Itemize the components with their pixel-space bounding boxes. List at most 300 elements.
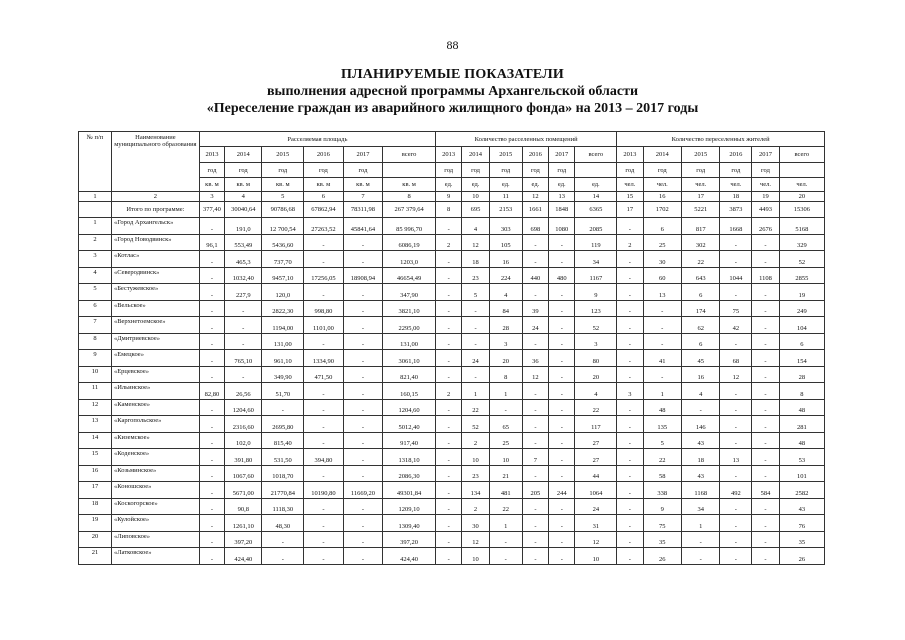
table-cell: 1334,90 (304, 350, 344, 367)
table-cell: 7 (522, 449, 548, 466)
table-cell: - (681, 531, 719, 548)
table-cell: 26 (779, 548, 824, 565)
table-cell: - (617, 399, 643, 416)
table-cell: 1108 (752, 267, 779, 284)
total-cell: 267 379,64 (383, 202, 436, 218)
header-unit: чел. (681, 178, 719, 192)
table-cell: - (304, 416, 344, 433)
table-cell: - (199, 482, 224, 499)
table-cell: 23 (462, 465, 489, 482)
table-cell: 48,30 (262, 515, 304, 532)
table-cell: 12 (720, 366, 752, 383)
table-row (79, 449, 825, 466)
table-cell: 22 (462, 399, 489, 416)
table-cell: - (489, 399, 522, 416)
table-cell: - (549, 251, 575, 268)
table-cell: 5012,40 (383, 416, 436, 433)
table-cell: 62 (681, 317, 719, 334)
table-cell: - (199, 515, 224, 532)
header-year-word: год (681, 163, 719, 178)
municipality-name: «Котлас» (111, 251, 199, 268)
table-cell: 117 (575, 416, 617, 433)
table-cell: 2676 (752, 218, 779, 235)
table-cell: 46654,49 (383, 267, 436, 284)
table-cell: - (720, 465, 752, 482)
table-cell: 146 (681, 416, 719, 433)
header-total-blank (779, 163, 824, 178)
table-cell: 48 (643, 399, 681, 416)
total-cell: 5221 (681, 202, 719, 218)
table-cell: 553,49 (225, 234, 262, 251)
header-num: № п/п (79, 132, 112, 192)
table-cell: 397,20 (383, 531, 436, 548)
table-row (79, 465, 825, 482)
header-unit: кв. м (199, 178, 224, 192)
header-year-word: год (304, 163, 344, 178)
table-cell: - (199, 300, 224, 317)
table-cell: 174 (681, 300, 719, 317)
table-cell: 22 (643, 449, 681, 466)
table-cell: 10 (575, 548, 617, 565)
header-year-word: год (522, 163, 548, 178)
table-row (79, 432, 825, 449)
table-cell: - (435, 366, 461, 383)
table-cell: 10 (462, 548, 489, 565)
table-cell: 51,70 (262, 383, 304, 400)
table-cell: - (720, 383, 752, 400)
table-cell: 737,70 (262, 251, 304, 268)
table-cell: - (343, 416, 383, 433)
table-cell: - (720, 333, 752, 350)
table-cell: 52 (575, 317, 617, 334)
table-cell: - (304, 432, 344, 449)
total-cell: 1661 (522, 202, 548, 218)
table-cell: - (199, 432, 224, 449)
table-cell: - (435, 548, 461, 565)
municipality-name: «Ильинское» (111, 383, 199, 400)
table-cell: - (199, 218, 224, 235)
title-line-2: выполнения адресной программы Архангельской области (266, 84, 639, 99)
header-year-word: год (720, 163, 752, 178)
table-cell: 281 (779, 416, 824, 433)
header-year: 2013 (199, 147, 224, 163)
total-cell: 30040,64 (225, 202, 262, 218)
table-cell: 41 (643, 350, 681, 367)
table-cell: 3061,10 (383, 350, 436, 367)
total-cell: 90786,68 (262, 202, 304, 218)
table-cell: - (199, 267, 224, 284)
column-number: 15 (617, 192, 643, 202)
table-cell: - (343, 449, 383, 466)
table-cell: 480 (549, 267, 575, 284)
table-cell: 9 (575, 284, 617, 301)
table-cell: 34 (681, 498, 719, 515)
table-cell: - (262, 548, 304, 565)
table-cell: - (549, 383, 575, 400)
header-unit: кв. м (262, 178, 304, 192)
table-row (79, 234, 825, 251)
table-cell: - (343, 399, 383, 416)
table-cell: - (304, 333, 344, 350)
table-cell: - (617, 267, 643, 284)
header-unit: чел. (720, 178, 752, 192)
table-cell: 5671,00 (225, 482, 262, 499)
municipality-name: «Емецкое» (111, 350, 199, 367)
row-number: 9 (79, 350, 112, 367)
table-cell: 1167 (575, 267, 617, 284)
header-year: 2015 (262, 147, 304, 163)
table-cell: 39 (522, 300, 548, 317)
table-cell: 16 (681, 366, 719, 383)
municipality-name: «Латковское» (111, 548, 199, 565)
total-num (79, 202, 112, 218)
table-cell: - (549, 416, 575, 433)
table-cell: 120,0 (262, 284, 304, 301)
table-row (79, 317, 825, 334)
table-cell: 394,80 (304, 449, 344, 466)
column-number: 12 (522, 192, 548, 202)
table-cell: 65 (489, 416, 522, 433)
table-cell: 60 (643, 267, 681, 284)
table-cell: - (199, 284, 224, 301)
table-cell: 102,0 (225, 432, 262, 449)
table-cell: 1101,00 (304, 317, 344, 334)
table-cell: 2 (462, 432, 489, 449)
table-cell: 22 (489, 498, 522, 515)
table-cell: 1194,00 (262, 317, 304, 334)
header-unit: чел. (643, 178, 681, 192)
total-cell: 78311,98 (343, 202, 383, 218)
table-cell: 12 (462, 531, 489, 548)
table-cell: - (681, 399, 719, 416)
table-cell: 134 (462, 482, 489, 499)
table-cell: 12 (462, 234, 489, 251)
table-cell: 1080 (549, 218, 575, 235)
table-cell: 43 (779, 498, 824, 515)
header-name: Наименование муниципального образования (111, 132, 199, 192)
total-label: Итого по программе: (111, 202, 199, 218)
table-cell: - (435, 218, 461, 235)
table-cell: 21 (489, 465, 522, 482)
table-cell: 3 (617, 383, 643, 400)
header-unit: чел. (752, 178, 779, 192)
table-cell: - (720, 251, 752, 268)
row-number: 19 (79, 515, 112, 532)
table-cell: 5436,60 (262, 234, 304, 251)
table-cell: 11669,20 (343, 482, 383, 499)
table-cell: - (752, 284, 779, 301)
table-cell: - (304, 498, 344, 515)
table-cell: 12 (522, 366, 548, 383)
header-year: 2016 (720, 147, 752, 163)
table-cell: - (343, 465, 383, 482)
table-cell: - (435, 267, 461, 284)
column-number: 3 (199, 192, 224, 202)
column-number: 19 (752, 192, 779, 202)
header-year: 2016 (304, 147, 344, 163)
header-total-blank (575, 163, 617, 178)
table-cell: - (522, 383, 548, 400)
table-cell: 6 (681, 284, 719, 301)
table-cell: - (522, 498, 548, 515)
header-year: 2017 (343, 147, 383, 163)
row-number: 10 (79, 366, 112, 383)
table-cell: 34 (575, 251, 617, 268)
table-cell: 998,80 (304, 300, 344, 317)
header-unit: чел. (617, 178, 643, 192)
table-cell: - (343, 284, 383, 301)
header-group-people: Количество переселенных жителей (617, 132, 825, 147)
table-cell: - (720, 531, 752, 548)
column-number: 8 (383, 192, 436, 202)
header-total-blank (383, 163, 436, 178)
row-number: 11 (79, 383, 112, 400)
table-cell: - (617, 218, 643, 235)
table-cell: 131,00 (383, 333, 436, 350)
table-cell: - (435, 515, 461, 532)
table-cell: 24 (462, 350, 489, 367)
table-cell: 349,90 (262, 366, 304, 383)
table-cell: 9457,10 (262, 267, 304, 284)
table-cell: - (617, 432, 643, 449)
table-cell: 20 (489, 350, 522, 367)
header-total: всего (383, 147, 436, 163)
table-cell: - (435, 317, 461, 334)
table-cell: - (643, 333, 681, 350)
table-cell: - (752, 333, 779, 350)
table-cell: 1044 (720, 267, 752, 284)
header-year: 2016 (522, 147, 548, 163)
table-cell: 1168 (681, 482, 719, 499)
table-cell: 45841,64 (343, 218, 383, 235)
table-cell: 1118,30 (262, 498, 304, 515)
table-cell: - (617, 416, 643, 433)
column-number: 14 (575, 192, 617, 202)
table-cell: 1309,40 (383, 515, 436, 532)
column-number: 17 (681, 192, 719, 202)
row-number: 21 (79, 548, 112, 565)
table-cell: - (435, 482, 461, 499)
table-cell: 2582 (779, 482, 824, 499)
table-cell: 12 (575, 531, 617, 548)
table-cell: - (199, 333, 224, 350)
header-unit: ед. (522, 178, 548, 192)
table-cell: 20 (575, 366, 617, 383)
table-cell: - (225, 317, 262, 334)
table-cell: - (225, 300, 262, 317)
column-number: 1 (79, 192, 112, 202)
table-cell: - (343, 300, 383, 317)
table-cell: - (435, 251, 461, 268)
header-total: всего (779, 147, 824, 163)
table-cell: 58 (643, 465, 681, 482)
table-cell: - (343, 350, 383, 367)
table-cell: 1 (462, 383, 489, 400)
row-number: 3 (79, 251, 112, 268)
table-cell: - (343, 548, 383, 565)
table-cell: 1204,60 (383, 399, 436, 416)
table-cell: - (720, 284, 752, 301)
table-cell: - (549, 449, 575, 466)
table-cell: 815,40 (262, 432, 304, 449)
table-cell: 18908,94 (343, 267, 383, 284)
table-cell: 160,15 (383, 383, 436, 400)
table-cell: 52 (779, 251, 824, 268)
table-cell: 1203,0 (383, 251, 436, 268)
municipality-name: «Вельское» (111, 300, 199, 317)
table-cell: - (225, 366, 262, 383)
table-cell: 2822,30 (262, 300, 304, 317)
table-cell: - (522, 251, 548, 268)
table-cell: 205 (522, 482, 548, 499)
table-cell: 28 (779, 366, 824, 383)
header-unit: кв. м (304, 178, 344, 192)
table-cell: 48 (779, 399, 824, 416)
table-row (79, 383, 825, 400)
municipality-name: «Каменское» (111, 399, 199, 416)
table-cell: - (549, 350, 575, 367)
table-cell: - (262, 531, 304, 548)
header-unit: ед. (549, 178, 575, 192)
table-cell: 3 (575, 333, 617, 350)
column-number: 11 (489, 192, 522, 202)
table-cell: 27 (575, 449, 617, 466)
table-cell: - (435, 531, 461, 548)
table-cell: 397,20 (225, 531, 262, 548)
table-cell: - (720, 432, 752, 449)
header-year-word: год (343, 163, 383, 178)
table-cell: - (522, 399, 548, 416)
table-cell: 424,40 (225, 548, 262, 565)
header-unit: ед. (435, 178, 461, 192)
table-cell: - (489, 531, 522, 548)
municipality-name: «Город Новодвинск» (111, 234, 199, 251)
total-cell: 6365 (575, 202, 617, 218)
table-cell: 21770,84 (262, 482, 304, 499)
table-cell: 85 996,70 (383, 218, 436, 235)
table-cell: 123 (575, 300, 617, 317)
table-cell: - (549, 300, 575, 317)
table-cell: 75 (643, 515, 681, 532)
table-cell: - (752, 383, 779, 400)
table-cell: 68 (720, 350, 752, 367)
table-cell: - (617, 251, 643, 268)
table-cell: 917,40 (383, 432, 436, 449)
table-cell: 8 (489, 366, 522, 383)
table-cell: 1032,40 (225, 267, 262, 284)
table-cell: 16 (489, 251, 522, 268)
row-number: 5 (79, 284, 112, 301)
header-year-word: год (643, 163, 681, 178)
header-unit: ед. (575, 178, 617, 192)
table-cell: 2295,00 (383, 317, 436, 334)
table-cell: 465,3 (225, 251, 262, 268)
table-row (79, 416, 825, 433)
table-cell: 1067,60 (225, 465, 262, 482)
table-cell: 76 (779, 515, 824, 532)
column-number: 20 (779, 192, 824, 202)
header-unit: кв. м (343, 178, 383, 192)
table-cell: 2 (435, 234, 461, 251)
table-cell: - (199, 498, 224, 515)
table-cell: 26,56 (225, 383, 262, 400)
table-cell: - (199, 317, 224, 334)
row-number: 2 (79, 234, 112, 251)
table-cell: 2695,80 (262, 416, 304, 433)
table-cell: 4 (681, 383, 719, 400)
table-cell: 303 (489, 218, 522, 235)
table-cell: 22 (575, 399, 617, 416)
column-number: 7 (343, 192, 383, 202)
total-cell: 1848 (549, 202, 575, 218)
table-cell: - (304, 234, 344, 251)
table-row (79, 399, 825, 416)
table-cell: 471,50 (304, 366, 344, 383)
table-cell: - (522, 465, 548, 482)
header-year-word: год (262, 163, 304, 178)
table-cell: - (681, 548, 719, 565)
row-number: 20 (79, 531, 112, 548)
table-cell: - (304, 515, 344, 532)
table-cell: - (522, 548, 548, 565)
table-cell: - (720, 416, 752, 433)
table-cell: - (752, 416, 779, 433)
table-cell: 49301,84 (383, 482, 436, 499)
table-cell: 12 700,54 (262, 218, 304, 235)
table-cell: 101 (779, 465, 824, 482)
table-cell: 26 (643, 548, 681, 565)
table-cell: 227,9 (225, 284, 262, 301)
header-year-word: год (489, 163, 522, 178)
table-cell: 4 (462, 218, 489, 235)
table-cell: - (752, 531, 779, 548)
total-cell: 695 (462, 202, 489, 218)
table-cell: - (617, 350, 643, 367)
table-cell: - (752, 498, 779, 515)
table-cell: - (549, 234, 575, 251)
table-cell: - (752, 366, 779, 383)
table-cell: - (435, 284, 461, 301)
table-cell: - (752, 350, 779, 367)
table-cell: - (522, 284, 548, 301)
table-cell: - (435, 399, 461, 416)
table-cell: - (343, 234, 383, 251)
table-cell: 17256,05 (304, 267, 344, 284)
header-unit: кв. м (225, 178, 262, 192)
table-row (79, 548, 825, 565)
table-cell: 2 (462, 498, 489, 515)
table-cell: 2086,30 (383, 465, 436, 482)
table-cell: - (435, 350, 461, 367)
table-cell: 4 (575, 383, 617, 400)
table-cell: 42 (720, 317, 752, 334)
table-cell: 1261,10 (225, 515, 262, 532)
header-unit: ед. (489, 178, 522, 192)
table-cell: - (304, 284, 344, 301)
table-cell: 25 (489, 432, 522, 449)
table-row (79, 300, 825, 317)
table-cell: - (752, 548, 779, 565)
header-year: 2017 (752, 147, 779, 163)
table-cell: 1 (489, 383, 522, 400)
table-cell: 18 (462, 251, 489, 268)
table-cell: - (549, 317, 575, 334)
header-year: 2014 (643, 147, 681, 163)
table-cell: 1209,10 (383, 498, 436, 515)
table-cell: - (462, 366, 489, 383)
table-cell: 22 (681, 251, 719, 268)
table-cell: - (549, 399, 575, 416)
